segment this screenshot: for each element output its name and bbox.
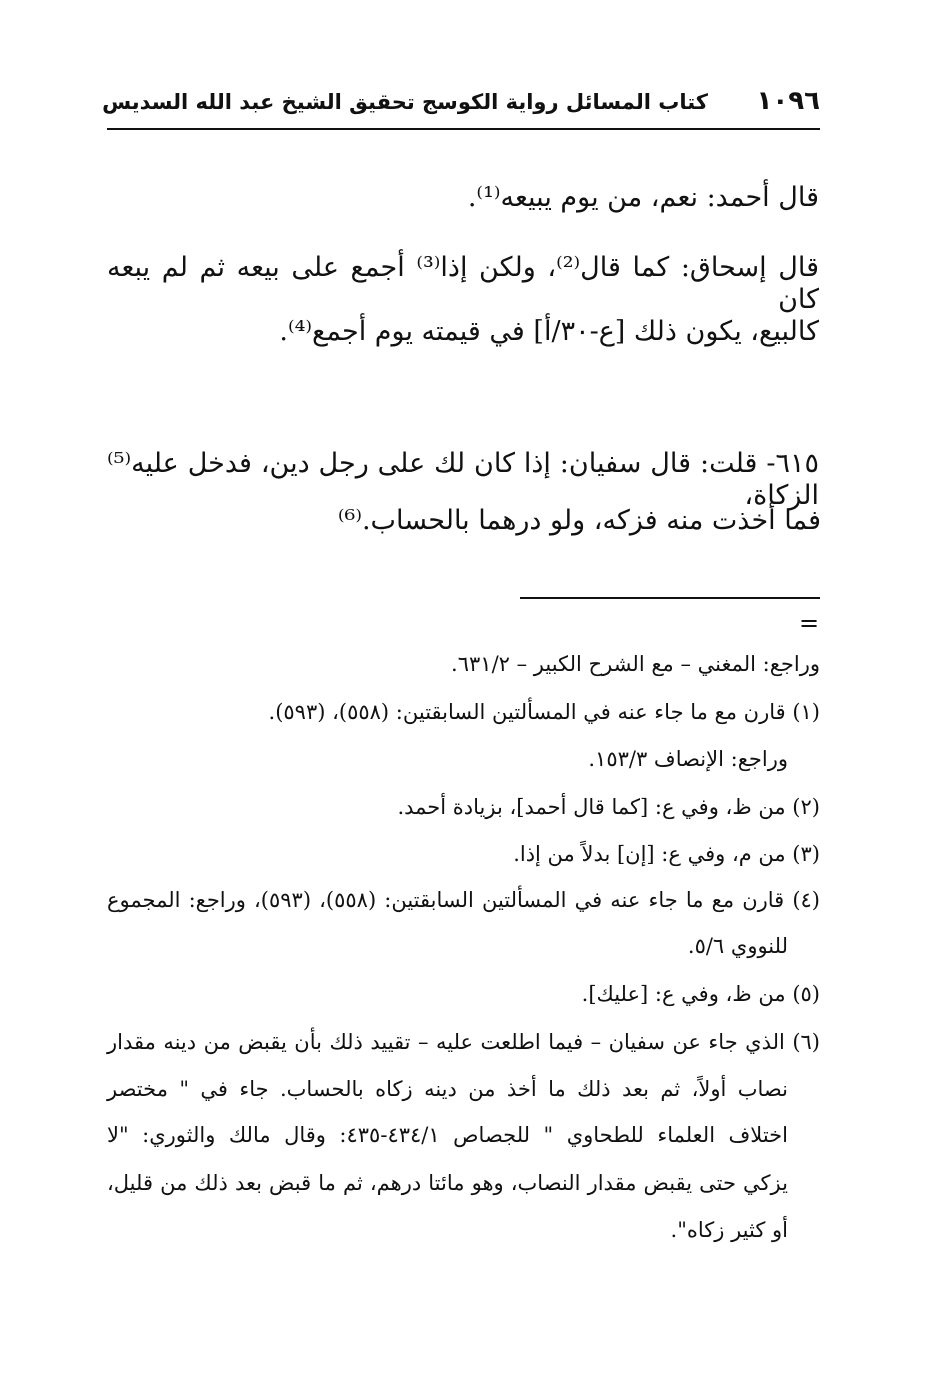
main-text-line: ٦١٥- قلت: قال سفيان: إذا كان لك على رجل دين، فدخل عليه⁽⁵⁾ الزكاة، xyxy=(107,448,819,512)
footnote-line: (٥) من ظ، وفي ع: [عليك]. xyxy=(581,982,820,1006)
main-text-line: قال إسحاق: كما قال⁽²⁾، ولكن إذا⁽³⁾ أجمع على بيعه ثم لم يبعه كان xyxy=(107,252,819,316)
footnote-line: وراجع: المغني – مع الشرح الكبير – ٦٣١/٢. xyxy=(451,652,820,676)
main-text-line: كالبيع، يكون ذلك [ع-٣٠/أ] في قيمته يوم أجمع⁽⁴⁾. xyxy=(279,316,819,347)
main-text-line: فما أخذت منه فزكه، ولو درهما بالحساب.⁽⁶⁾ xyxy=(337,505,821,536)
footnote-line: اختلاف العلماء للطحاوي " للجصاص ٤٣٤/١-٤٣٥: وقال مالك والثوري: "لا xyxy=(107,1123,788,1147)
footnote-line: يزكي حتى يقبض مقدار النصاب، وهو مائتا درهم، ثم ما قبض بعد ذلك من قليل، xyxy=(107,1171,788,1195)
footnote-line: وراجع: الإنصاف ١٥٣/٣. xyxy=(588,747,788,771)
footnote-line: (٢) من ظ، وفي ع: [كما قال أحمد]، بزيادة أحمد. xyxy=(397,795,820,819)
footnote-line: (٣) من م، وفي ع: [إن] بدلاً من إذا. xyxy=(513,842,820,866)
footnote-line: أو كثير زكاه". xyxy=(670,1218,788,1242)
footnote-line: نصاب أولاً، ثم بعد ذلك ما أخذ من دينه زكاه بالحساب. جاء في " مختصر xyxy=(107,1077,788,1101)
footnote-line: (١) قارن مع ما جاء عنه في المسألتين السابقتين: (٥٥٨)، (٥٩٣). xyxy=(268,700,820,724)
footnote-line: (٤) قارن مع ما جاء عنه في المسألتين السابقتين: (٥٥٨)، (٥٩٣)، وراجع: المجموع xyxy=(107,888,820,912)
footnote-line: (٦) الذي جاء عن سفيان – فيما اطلعت عليه – تقييد ذلك بأن يقبض من دينه مقدار xyxy=(107,1030,820,1054)
main-text-line: قال أحمد: نعم، من يوم يبيعه⁽¹⁾. xyxy=(467,182,819,213)
footnote-separator xyxy=(520,597,820,599)
continuation-mark: = xyxy=(799,609,820,637)
page-header xyxy=(102,82,820,130)
footnote-line: للنووي ٥/٦. xyxy=(687,934,788,958)
running-title: كتاب المسائل رواية الكوسج تحقيق الشيخ عبد الله السديس xyxy=(102,90,708,114)
header-rule xyxy=(107,128,820,130)
page-number: ١٠٩٦ xyxy=(756,86,820,116)
